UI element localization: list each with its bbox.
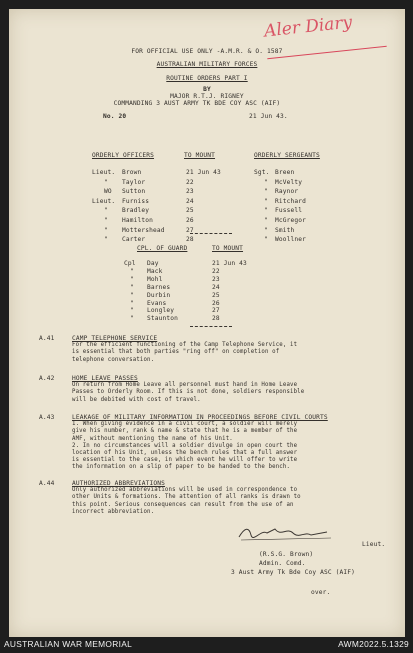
officer-rank: " <box>104 226 108 234</box>
officer-mount-date: 23 <box>186 188 194 196</box>
guard-rank: " <box>130 291 134 299</box>
orderly-officers-heading: ORDERLY OFFICERS <box>92 152 155 159</box>
major-line: MAJOR R.T.J. RIGNEY <box>170 93 244 100</box>
sergeant-name: Raynor <box>275 188 299 196</box>
section-divider <box>190 326 232 327</box>
order-number-label: A.41 <box>39 335 55 342</box>
signature-image <box>231 523 351 543</box>
guard-name: Mack <box>147 267 163 275</box>
order-body-line: is essential to the case, in which event he will offer to write <box>72 457 298 464</box>
guard-rank: " <box>130 267 134 275</box>
by-label: BY <box>203 86 211 93</box>
guard-name: Staunton <box>147 315 179 323</box>
officer-mount-date: 22 <box>186 178 194 186</box>
guard-mount-date: 23 <box>212 275 220 283</box>
order-date: 21 Jun 43. <box>249 113 288 120</box>
order-body-line: 2. In no circumstances will a soldier divulge in open court the <box>72 442 298 449</box>
sergeant-name: McGregor <box>275 217 307 224</box>
order-number-label: A.44 <box>39 480 55 487</box>
officer-mount-date: 24 <box>186 197 194 205</box>
order-title: HOME LEAVE PASSES <box>72 375 138 382</box>
sergeant-rank: Sgt. <box>254 169 270 176</box>
officer-mount-date: 21 Jun 43 <box>186 169 221 176</box>
document-page <box>9 9 405 637</box>
guard-name: Day <box>147 260 159 267</box>
officer-name: Sutton <box>122 188 146 196</box>
officer-rank: " <box>104 236 108 244</box>
signature-rank: Lieut. <box>362 541 386 548</box>
guard-name: Longley <box>147 307 175 315</box>
officer-mount-date: 28 <box>186 236 194 244</box>
cpl-of-guard-heading: CPL. OF GUARD <box>137 245 188 252</box>
sergeant-name: McVelty <box>275 178 303 186</box>
order-body-line: telephone conversation. <box>72 356 155 363</box>
guard-name: Durbin <box>147 291 171 299</box>
guard-mount-date: 25 <box>212 291 220 299</box>
officer-name: Carter <box>122 236 146 244</box>
officers-to-mount-heading: TO MOUNT <box>184 152 216 159</box>
guard-rank: " <box>130 299 134 307</box>
section-divider <box>190 233 232 234</box>
sergeant-rank: " <box>264 207 268 215</box>
officer-rank: Lieut. <box>92 197 116 205</box>
officer-name: Taylor <box>122 178 146 186</box>
order-body-line: Only authorized abbreviations will be used in correspondence to <box>72 487 298 494</box>
officer-rank: " <box>104 207 108 215</box>
sergeant-rank: " <box>264 217 268 224</box>
officer-mount-date: 25 <box>186 207 194 215</box>
order-body-line: will be debited with cost of travel. <box>72 396 201 403</box>
order-number-label: A.43 <box>39 414 55 421</box>
guard-rank: " <box>130 275 134 283</box>
sergeant-name: Breen <box>275 169 295 176</box>
officer-rank: " <box>104 178 108 186</box>
sergeant-name: Ritchard <box>275 197 307 205</box>
sergeant-name: Smith <box>275 226 295 234</box>
signature-unit: 3 Aust Army Tk Bde Coy ASC (AIF) <box>231 569 356 576</box>
order-title: CAMP TELEPHONE SERVICE <box>72 335 158 342</box>
guard-rank: Cpl <box>124 260 136 267</box>
officer-name: Furniss <box>122 197 150 205</box>
guard-rank: " <box>130 283 134 291</box>
order-body-line: AMF, without mentioning the name of his Unit. <box>72 435 233 442</box>
officer-mount-date: 26 <box>186 217 194 224</box>
signature-name: (R.S.G. Brown) <box>259 551 314 558</box>
order-body-line: this point. Serious consequences can result from the use of an <box>72 501 294 508</box>
order-body-line: For the efficient functioning of the Camp Telephone Service, it <box>72 342 298 349</box>
footer-accession: AWM2022.5.1329 <box>338 639 409 649</box>
order-body-line: other Units & formations. The attention of all ranks is drawn to <box>72 494 301 501</box>
order-body-line: give his number, rank & name & state that he is a member of the <box>72 428 298 435</box>
order-body-line: incorrect abbreviation. <box>72 508 155 515</box>
guard-name: Evans <box>147 299 167 307</box>
order-title: AUTHORIZED ABBREVIATIONS <box>72 480 166 487</box>
officer-name: Mottershead <box>122 226 165 234</box>
order-body-line: 1. When giving evidence in a civil court, a soldier will merely <box>72 421 298 428</box>
sergeant-rank: " <box>264 226 268 234</box>
officer-rank: " <box>104 217 108 224</box>
officer-name: Brown <box>122 169 142 176</box>
routine-orders-title: ROUTINE ORDERS PART I <box>166 75 248 82</box>
forces-title: AUSTRALIAN MILITARY FORCES <box>156 61 258 68</box>
guard-mount-date: 24 <box>212 283 220 291</box>
order-body-line: location of his Unit, unless the bench rules that a full answer <box>72 450 298 456</box>
security-line: FOR OFFICIAL USE ONLY -A.M.R. & O. 1587 <box>131 48 283 55</box>
order-body-line: On return from Home Leave all personnel must hand in Home Leave <box>72 382 298 389</box>
signature-role: Admin. Comd. <box>259 560 306 567</box>
sergeant-rank: " <box>264 197 268 205</box>
officer-mount-date: 27 <box>186 226 194 234</box>
sergeant-rank: " <box>264 236 268 244</box>
over-note: over. <box>311 589 331 596</box>
sergeant-rank: " <box>264 178 268 186</box>
officer-rank: Lieut. <box>92 169 116 176</box>
order-number-label: A.42 <box>39 375 55 382</box>
commanding-line: COMMANDING 3 AUST ARMY TK BDE COY ASC (AIF) <box>113 100 281 107</box>
guard-mount-date: 28 <box>212 315 220 323</box>
officer-name: Bradley <box>122 207 150 215</box>
guard-name: Mohl <box>147 275 163 283</box>
guard-name: Barnes <box>147 283 171 291</box>
orderly-sergeants-heading: ORDERLY SERGEANTS <box>254 152 320 159</box>
guard-mount-date: 22 <box>212 267 220 275</box>
order-number: No. 20 <box>103 113 127 120</box>
sergeant-name: Fussell <box>275 207 303 215</box>
guard-mount-date: 27 <box>212 307 220 315</box>
guard-mount-date: 21 Jun 43 <box>212 260 247 267</box>
handwritten-annotation: Aler Diary <box>263 12 354 42</box>
guard-rank: " <box>130 307 134 315</box>
order-title: LEAKAGE OF MILITARY INFORMATION IN PROCEEDINGS BEFORE CIVIL COURTS <box>72 414 328 421</box>
footer-credit: AUSTRALIAN WAR MEMORIAL <box>4 639 133 649</box>
order-body-line: Passes to Orderly Room. If this is not done, soldiers responsible <box>72 389 305 396</box>
order-body-line: is essential that both parties "ring off" on completion of <box>72 349 280 356</box>
officer-rank: WO <box>104 188 112 196</box>
guard-to-mount-heading: TO MOUNT <box>212 245 244 252</box>
order-body-line: the information on a slip of paper to be handed to the bench. <box>72 464 291 471</box>
sergeant-rank: " <box>264 188 268 196</box>
guard-mount-date: 26 <box>212 299 220 307</box>
guard-rank: " <box>130 315 134 323</box>
sergeant-name: Woollner <box>275 236 307 244</box>
officer-name: Hamilton <box>122 217 154 224</box>
